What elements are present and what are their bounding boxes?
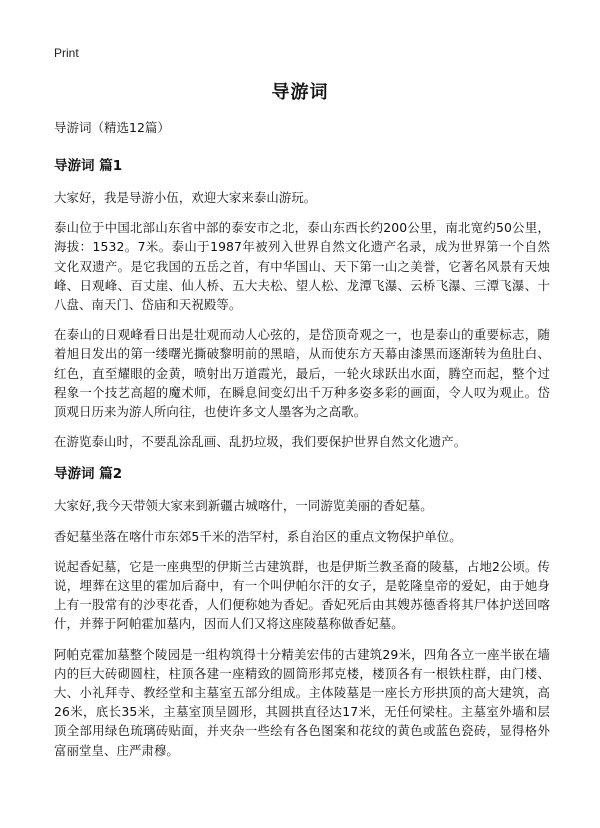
section-1: [54, 154, 550, 451]
paragraph: 在游览泰山时，不要乱涂乱画、乱扔垃圾，我们要保护世界自然文化遗产。: [54, 434, 467, 450]
paragraph: 说起香妃墓，它是一座典型的伊斯兰古建筑群，也是伊斯兰教圣裔的陵墓，占地2公顷。传说，埋葬在这里的霍加后裔中，有一个叫伊帕尔汗的女子，是乾隆皇帝的爱妃，由于她身上有一股常有的沙枣花香，人们便称她为香妃。香妃死后由其嫂苏德香将其尸体护送回喀什，并葬于阿帕霍加墓内，因而人们又将这座陵墓称做香妃墓。: [54, 558, 550, 632]
document-subtitle: 导游词（精选12篇）: [54, 120, 170, 135]
page-title: 导游词: [271, 82, 329, 103]
section-2: [54, 462, 550, 759]
paragraph: 大家好,我今天带领大家来到新疆古城喀什，一同游览美丽的香妃墓。: [54, 498, 433, 514]
paragraph: 泰山位于中国北部山东省中部的泰安市之北，泰山东西长约200公里，南北宽约50公里，海拔：1532。7米。泰山于1987年被列入世界自然文化遗产名录，成为世界第一个自然文化双遗产。是它我国的五岳之首，有中华国山、天下第一山之美誉，它著名风景有天烛峰、日观峰、百丈崖、仙人桥、五大夫松、望人松、龙潭飞瀑、云桥飞瀑、三潭飞瀑、十八盘、南天门、岱庙和天祝殿等。: [54, 220, 550, 313]
paragraph: 在泰山的日观峰看日出是壮观而动人心弦的，是岱顶奇观之一，也是泰山的重要标志，随着旭日发出的第一缕曙光撕破黎明前的黑暗，从而使东方天幕由漆黑而逐渐转为鱼肚白、红色，直至耀眼的金黄，喷射出万道霞光，最后，一轮火球跃出水面，腾空而起，整个过程象一个技艺高超的魔术师，在瞬息间变幻出千万种多姿多彩的画面，令人叹为观止。岱顶观日历来为游人所向往，也使许多文人墨客为之高歌。: [54, 327, 550, 420]
print-link[interactable]: Print: [54, 46, 79, 60]
section-heading: 导游词 篇1: [54, 158, 123, 174]
paragraph: 香妃墓坐落在喀什市东郊5千米的浩罕村，系自治区的重点文物保护单位。: [54, 528, 462, 544]
paragraph: 阿帕克霍加墓整个陵园是一组构筑得十分精美宏伟的古建筑29米，四角各立一座半嵌在墙内的巨大砖砌圆柱，柱顶各建一座精致的圆筒形邦克楼，楼顶各有一根铁柱群，由门楼、大、小礼拜寺、教经堂和主墓室五部分组成。主体陵墓是一座长方形拱顶的高大建筑，高26米，底长35米，主墓室顶呈圆形，其圆拱直径达17米，无任何梁柱。主墓室外墙和层顶全部用绿色琉璃砖贴面，并夹杂一些绘有各色图案和花纹的黄色或蓝色瓷砖，显得格外富丽堂皇、庄严肃穆。: [54, 646, 550, 758]
document-body: [54, 118, 550, 771]
paragraph: 大家好，我是导游小伍，欢迎大家来泰山游玩。: [54, 190, 317, 205]
section-heading: 导游词 篇2: [54, 466, 123, 483]
